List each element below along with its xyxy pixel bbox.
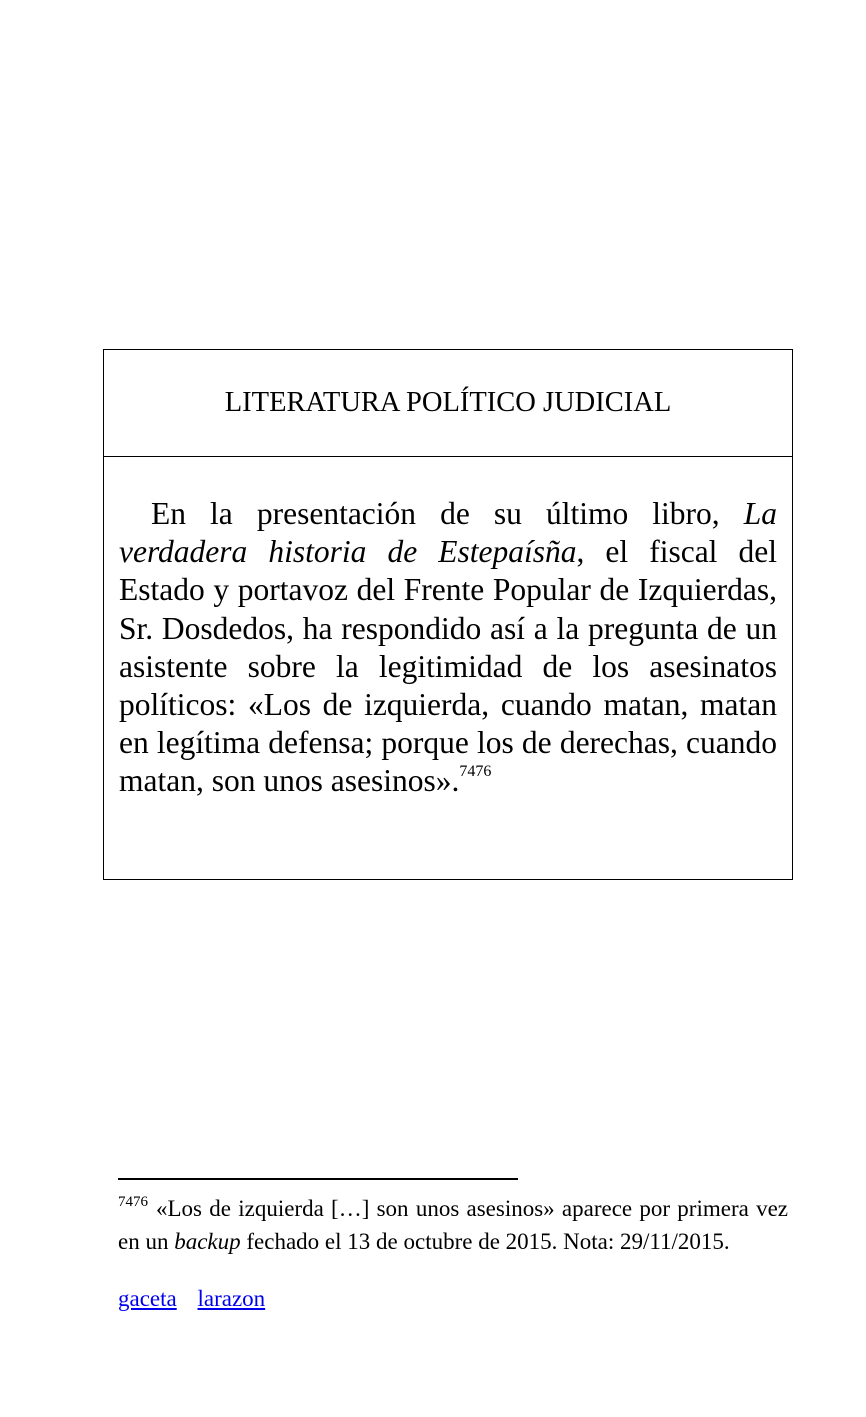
footnote-italic-word: backup xyxy=(174,1229,241,1254)
box-header xyxy=(104,350,792,457)
body-paragraph xyxy=(119,495,777,807)
footnote-text-end: fechado el 13 de octubre de 2015. Nota: 29/11/2015. xyxy=(240,1229,730,1254)
footnote-number: 7476 xyxy=(118,1194,148,1210)
paragraph-text-end: , el fiscal del Estado y portavoz del Frente Popular de Izquierdas, Sr. Dosdedos, ha respondido así a la pregunta de un asistente sobre la legitimidad de los asesinatos políticos: «Los de izquierda, cuando matan, matan en legítima defensa; porque los de derechas, cuando matan, son unos asesinos». xyxy=(119,534,777,799)
footnote-text-start: «Los de izquierda […] son unos asesinos» aparece por primera vez en un xyxy=(118,1196,788,1254)
footnote-links xyxy=(118,1284,280,1313)
paragraph-text-start: En la presentación de su último libro, xyxy=(151,496,744,531)
link-larazon[interactable]: larazon xyxy=(197,1286,266,1311)
quote-box xyxy=(103,349,793,880)
footnote-separator xyxy=(118,1178,518,1180)
footnote-reference[interactable]: 7476 xyxy=(459,763,492,781)
link-gaceta[interactable]: gaceta xyxy=(118,1286,177,1311)
book-title: La verdadera historia de Estepaísña xyxy=(119,496,777,570)
box-body xyxy=(104,457,792,807)
box-title: LITERATURA POLÍTICO JUDICIAL xyxy=(224,387,672,418)
footnote xyxy=(118,1194,788,1256)
